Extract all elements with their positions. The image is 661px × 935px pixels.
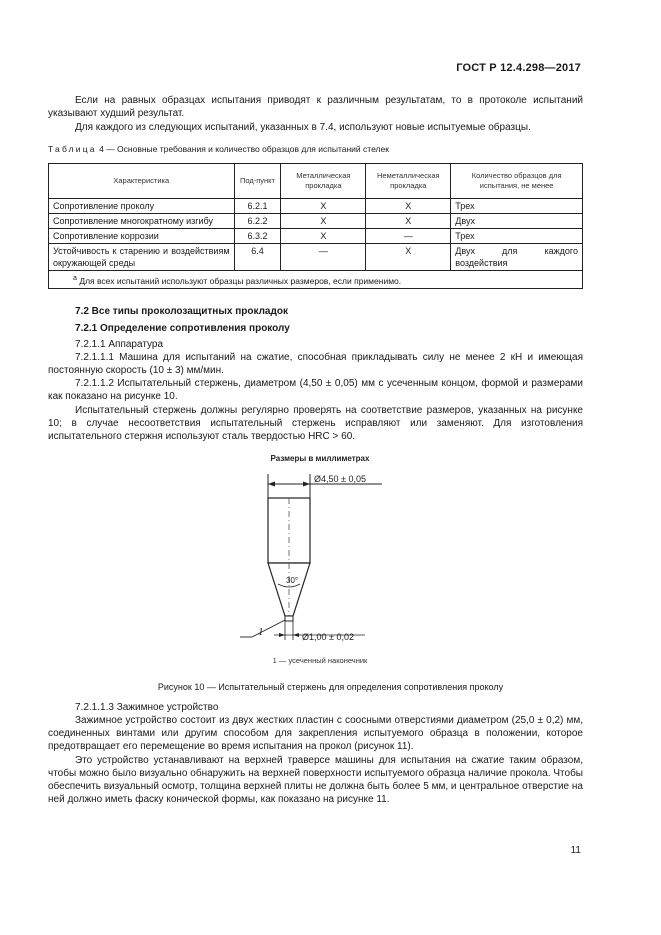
- arrow-tip-left: [279, 633, 285, 637]
- subsection-apparatus: 7.2.1.1 Аппаратура: [75, 339, 164, 350]
- table-cell: Трех: [451, 199, 583, 214]
- document-id-header: ГОСТ Р 12.4.298—2017: [456, 62, 581, 74]
- table-cell: Двух: [451, 214, 583, 229]
- col-header-sample-count: Количество образцов для испытания, не менее: [451, 164, 583, 199]
- table-cell: X: [366, 214, 451, 229]
- dim-diameter-label: Ø4,50 ± 0,05: [314, 474, 366, 484]
- figure-10-test-rod-drawing: [190, 452, 450, 677]
- table-cell: X: [366, 199, 451, 214]
- figure-units-note: Размеры в миллиметрах: [270, 454, 370, 463]
- footnote-text: Для всех испытаний используют образцы различных размеров, если применимо.: [79, 275, 402, 286]
- dim-angle-label: 30°: [286, 576, 299, 585]
- table-caption-text: 4 — Основные требования и количество образцов для испытаний стелек: [99, 144, 389, 154]
- table-cell: 6.2.2: [234, 214, 281, 229]
- col-header-subclause: Под-пункт: [234, 164, 281, 199]
- table-cell: Трех: [451, 229, 583, 244]
- arrow-right: [303, 482, 310, 487]
- table-caption-prefix: Таблица: [48, 144, 97, 154]
- table-cell: X: [366, 244, 451, 271]
- page-number: 11: [570, 845, 581, 856]
- requirements-table: [48, 163, 583, 289]
- table-cell: Сопротивление коррозии: [49, 229, 235, 244]
- figure-legend: 1 — усеченный наконечник: [272, 656, 368, 665]
- paragraph-worst-result: Если на равных образцах испытания приводят к различным результатам, то в протоколе испытаний указывают худший результат.: [48, 95, 583, 119]
- table-cell: 6.4: [234, 244, 281, 271]
- col-header-nonmetal: Неметаллическая прокладка: [366, 164, 451, 199]
- table-cell: 6.3.2: [234, 229, 281, 244]
- table-caption: [48, 144, 389, 154]
- paragraph-test-rod: 7.2.1.1.2 Испытательный стержень, диаметром (4,50 ± 0,05) мм с усеченным концом, формой и размерами как показано на рисунке 10.: [48, 378, 583, 402]
- figure-10-caption: Рисунок 10 — Испытательный стержень для определения сопротивления проколу: [157, 682, 504, 692]
- table-cell: Устойчивость к старению и воздействиям окружающей среды: [49, 244, 235, 271]
- table-row: [49, 229, 583, 244]
- col-header-characteristic: Характеристика: [49, 164, 235, 199]
- arrow-tip-right: [293, 633, 299, 637]
- section-heading-7-2: 7.2 Все типы проколозащитных прокладок: [75, 306, 288, 317]
- paragraph-clamp-description: Зажимное устройство состоит из двух жестких пластин с соосными отверстиями диаметром (25,0 ± 0,2) мм, соединенных винтами или другим способом для закрепления испытуемого образца в положении, которое предотвращает его перемещение во время испытания на прокол (рисунок 11).: [48, 715, 583, 752]
- dim-tip-label: Ø1,00 ± 0,02: [302, 632, 354, 642]
- table-header-row: [49, 164, 583, 199]
- table-row: [49, 244, 583, 271]
- paragraph-new-samples: Для каждого из следующих испытаний, указанных в 7.4, используют новые испытуемые образцы.: [75, 122, 531, 133]
- table-row: [49, 199, 583, 214]
- footnote-mark: а: [73, 274, 77, 282]
- table-footnote-row: [49, 271, 583, 289]
- table-cell: X: [281, 229, 366, 244]
- table-cell: —: [366, 229, 451, 244]
- paragraph-clamp-installation: Это устройство устанавливают на верхней траверсе машины для испытания на сжатие таким образом, чтобы можно было визуально обнаружить на верхней поверхности испытуемого образца наличие прокола. Чтобы обеспечить визуальный осмотр, толщина верхней плиты не должна быть более 5 мм, и центральное отверстие на ней должно иметь фаску конической формы, как показано на рисунке 11.: [48, 755, 583, 805]
- subsection-clamp: 7.2.1.1.3 Зажимное устройство: [75, 702, 219, 713]
- table-cell: —: [281, 244, 366, 271]
- table-footnote: [49, 271, 583, 289]
- table-cell: 6.2.1: [234, 199, 281, 214]
- table-cell: X: [281, 214, 366, 229]
- arrow-left: [268, 482, 275, 487]
- callout-number: 1: [258, 626, 264, 638]
- table-row: [49, 214, 583, 229]
- col-header-metal: Металлическая прокладка: [281, 164, 366, 199]
- table-cell: Двух для каждого воздействия: [451, 244, 583, 271]
- rod-tip: [285, 616, 293, 621]
- table-cell: Сопротивление многократному изгибу: [49, 214, 235, 229]
- paragraph-compression-machine: 7.2.1.1.1 Машина для испытаний на сжатие, способная прикладывать силу не менее 2 кН и имеющая постоянную скорость (10 ± 3) мм/мин.: [48, 352, 583, 376]
- table-cell: X: [281, 199, 366, 214]
- paragraph-rod-check: Испытательный стержень должны регулярно проверять на соответствие размеров, указанных на рисунке 10; в случае несоответствия испытательный стержень исправляют или заменяют. Для изготовления испытательного стержня используют сталь твердостью HRC > 60.: [48, 405, 583, 442]
- section-heading-7-2-1: 7.2.1 Определение сопротивления проколу: [75, 323, 290, 334]
- table-cell: Сопротивление проколу: [49, 199, 235, 214]
